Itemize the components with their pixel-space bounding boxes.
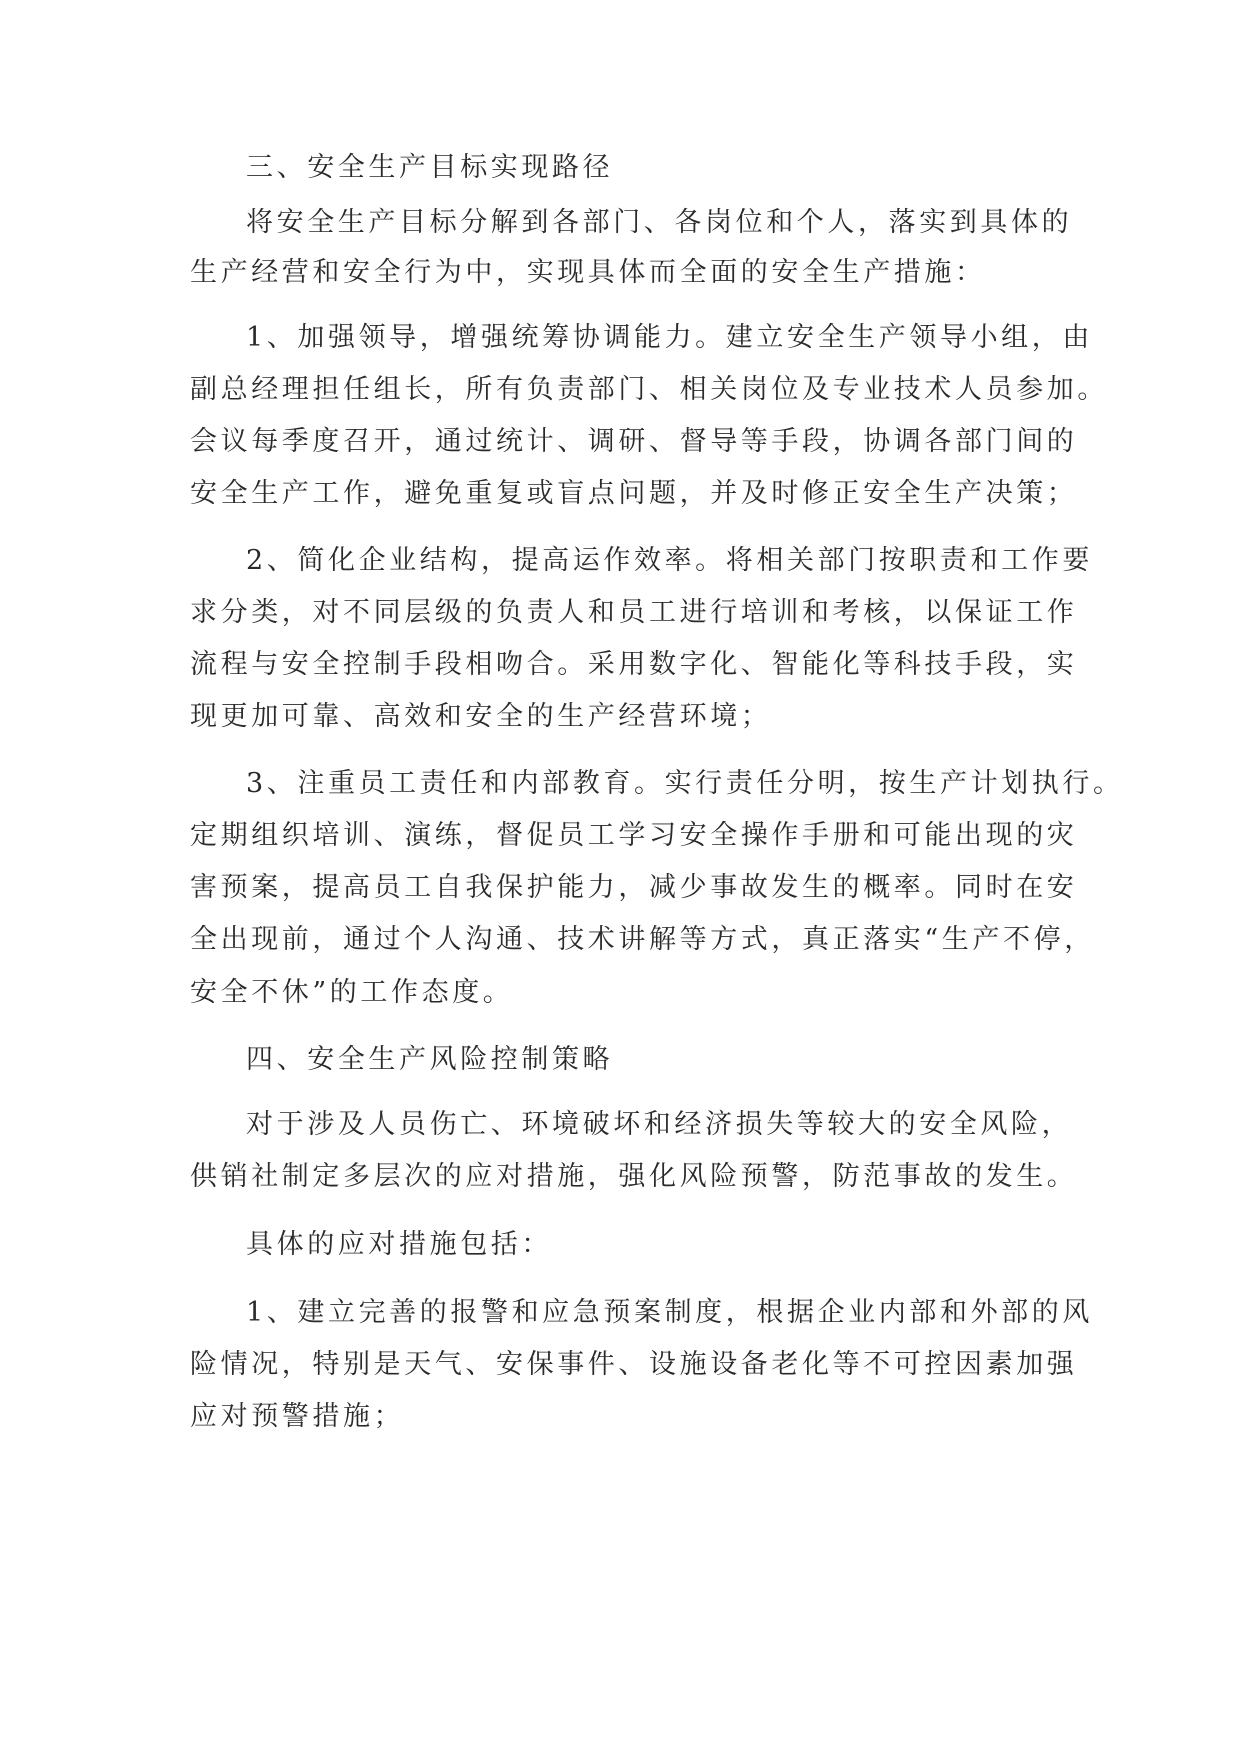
- paragraph-line: 现更加可靠、高效和安全的生产经营环境；: [190, 701, 772, 732]
- paragraph-line: 求分类，对不同层级的负责人和员工进行培训和考核，以保证工作: [190, 597, 1078, 628]
- paragraph-line: 定期组织培训、演练，督促员工学习安全操作手册和可能出现的灾: [190, 820, 1078, 851]
- paragraph-line: 全出现前，通过个人沟通、技术讲解等方式，真正落实“生产不停，: [190, 924, 1095, 955]
- paragraph-line: 1、建立完善的报警和应急预案制度，根据企业内部和外部的风: [246, 1297, 1093, 1328]
- paragraph-line: 流程与安全控制手段相吻合。采用数字化、智能化等科技手段，实: [190, 649, 1078, 680]
- paragraph-line: 会议每季度召开，通过统计、调研、督导等手段，协调各部门间的: [190, 426, 1078, 457]
- paragraph-line: 生产经营和安全行为中，实现具体而全面的安全生产措施：: [190, 257, 986, 288]
- paragraph-line: 安全生产工作，避免重复或盲点问题，并及时修正安全生产决策；: [190, 478, 1078, 509]
- paragraph-line: 3、注重员工责任和内部教育。实行责任分明，按生产计划执行。: [246, 768, 1124, 799]
- paragraph-line: 将安全生产目标分解到各部门、各岗位和个人，落实到具体的: [246, 207, 1073, 238]
- paragraph-line: 害预案，提高员工自我保护能力，减少事故发生的概率。同时在安: [190, 872, 1078, 903]
- paragraph-line: 2、简化企业结构，提高运作效率。将相关部门按职责和工作要: [246, 545, 1093, 576]
- section-heading: 三、安全生产目标实现路径: [246, 152, 614, 183]
- paragraph-line: 应对预警措施；: [190, 1401, 405, 1432]
- paragraph-line: 副总经理担任组长，所有负责部门、相关岗位及专业技术人员参加。: [190, 374, 1108, 405]
- paragraph-line: 具体的应对措施包括：: [246, 1229, 552, 1260]
- paragraph-line: 对于涉及人员伤亡、环境破坏和经济损失等较大的安全风险，: [246, 1109, 1073, 1140]
- section-heading: 四、安全生产风险控制策略: [246, 1044, 614, 1075]
- paragraph-line: 险情况，特别是天气、安保事件、设施设备老化等不可控因素加强: [190, 1349, 1078, 1380]
- paragraph-line: 安全不休”的工作态度。: [190, 977, 514, 1008]
- paragraph-line: 1、加强领导，增强统筹协调能力。建立安全生产领导小组，由: [246, 322, 1093, 353]
- paragraph-line: 供销社制定多层次的应对措施，强化风险预警，防范事故的发生。: [190, 1161, 1078, 1192]
